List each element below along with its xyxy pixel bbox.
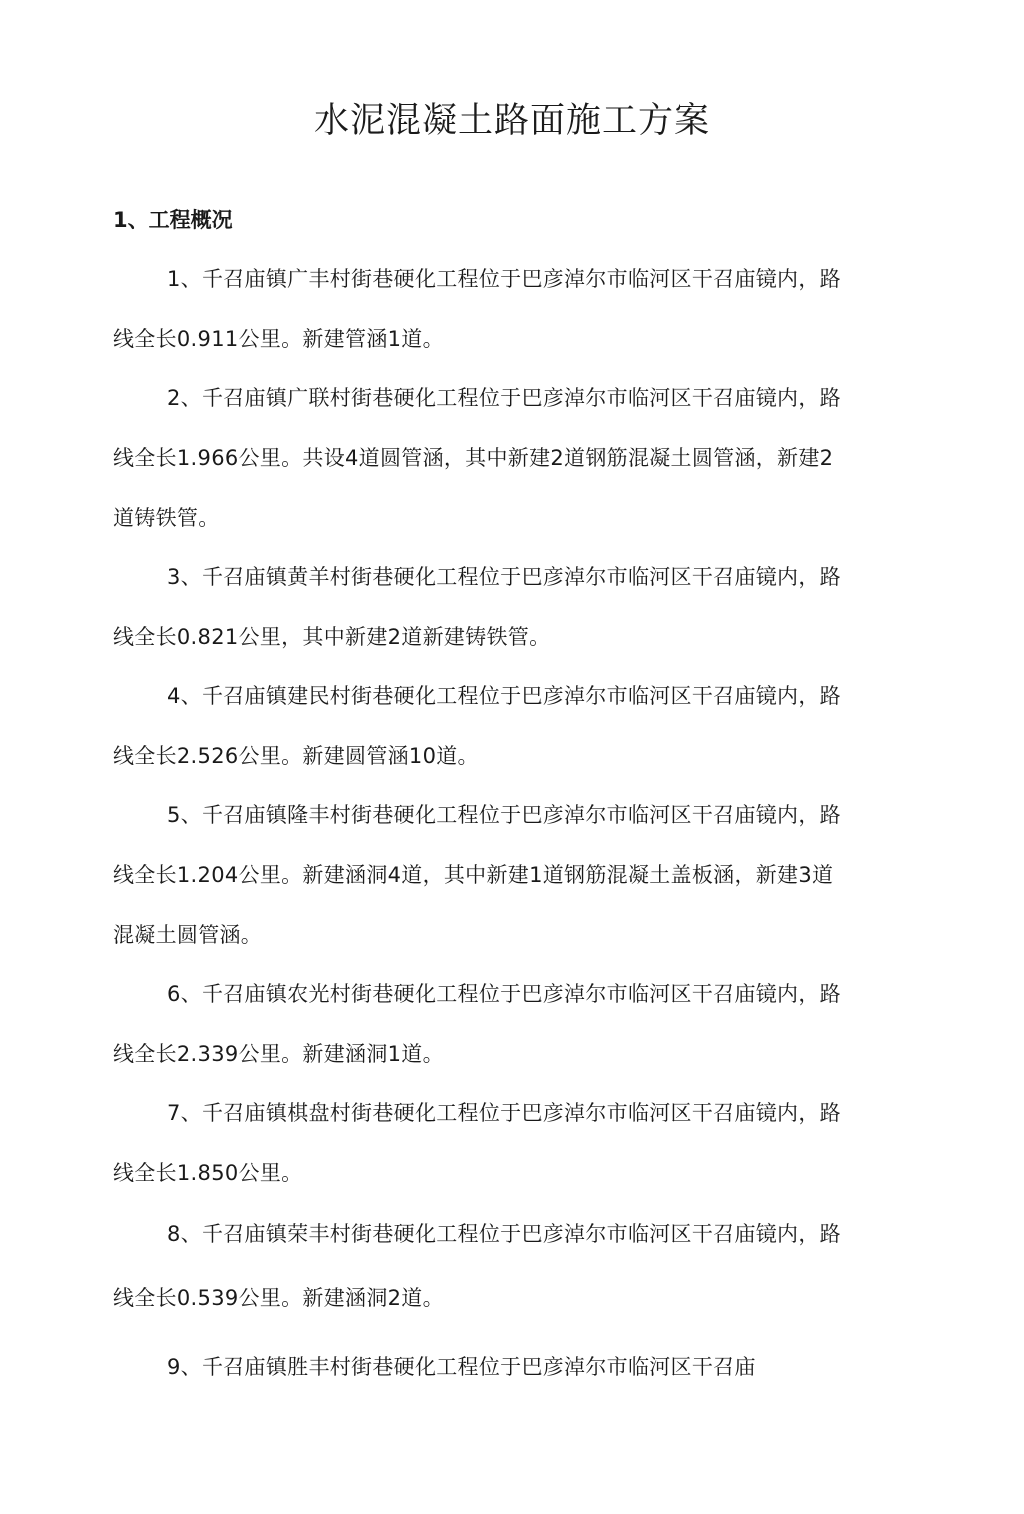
paragraph-item-6: 6、千召庙镇农光村街巷硬化工程位于巴彦淖尔市临河区干召庙镜内，路线全长2.339公里。新建涵洞1道。	[113, 982, 841, 1066]
section-heading: 1、工程概况	[113, 208, 233, 232]
paragraph-item-9: 9、千召庙镇胜丰村街巷硬化工程位于巴彦淖尔市临河区干召庙	[167, 1355, 756, 1379]
paragraph-item-3: 3、千召庙镇黄羊村街巷硬化工程位于巴彦淖尔市临河区干召庙镜内，路线全长0.821公里，其中新建2道新建铸铁管。	[113, 565, 841, 649]
paragraph-item-1: 1、千召庙镇广丰村街巷硬化工程位于巴彦淖尔市临河区干召庙镜内，路线全长0.911公里。新建管涵1道。	[113, 267, 841, 351]
paragraph-item-2: 2、千召庙镇广联村街巷硬化工程位于巴彦淖尔市临河区干召庙镜内，路线全长1.966公里。共设4道圆管涵，其中新建2道钢筋混凝土圆管涵，新建2道铸铁管。	[113, 386, 841, 530]
paragraph-item-8: 8、千召庙镇荣丰村街巷硬化工程位于巴彦淖尔市临河区干召庙镜内，路线全长0.539公里。新建涵洞2道。	[113, 1222, 841, 1310]
paragraph-item-4: 4、千召庙镇建民村街巷硬化工程位于巴彦淖尔市临河区干召庙镜内，路线全长2.526公里。新建圆管涵10道。	[113, 684, 841, 768]
paragraph-item-5: 5、千召庙镇隆丰村街巷硬化工程位于巴彦淖尔市临河区干召庙镜内，路线全长1.204公里。新建涵洞4道，其中新建1道钢筋混凝土盖板涵，新建3道混凝土圆管涵。	[113, 803, 841, 947]
document-title: 水泥混凝土路面施工方案	[313, 101, 710, 141]
paragraph-item-7: 7、千召庙镇棋盘村街巷硬化工程位于巴彦淖尔市临河区干召庙镜内，路线全长1.850公里。	[113, 1101, 841, 1185]
